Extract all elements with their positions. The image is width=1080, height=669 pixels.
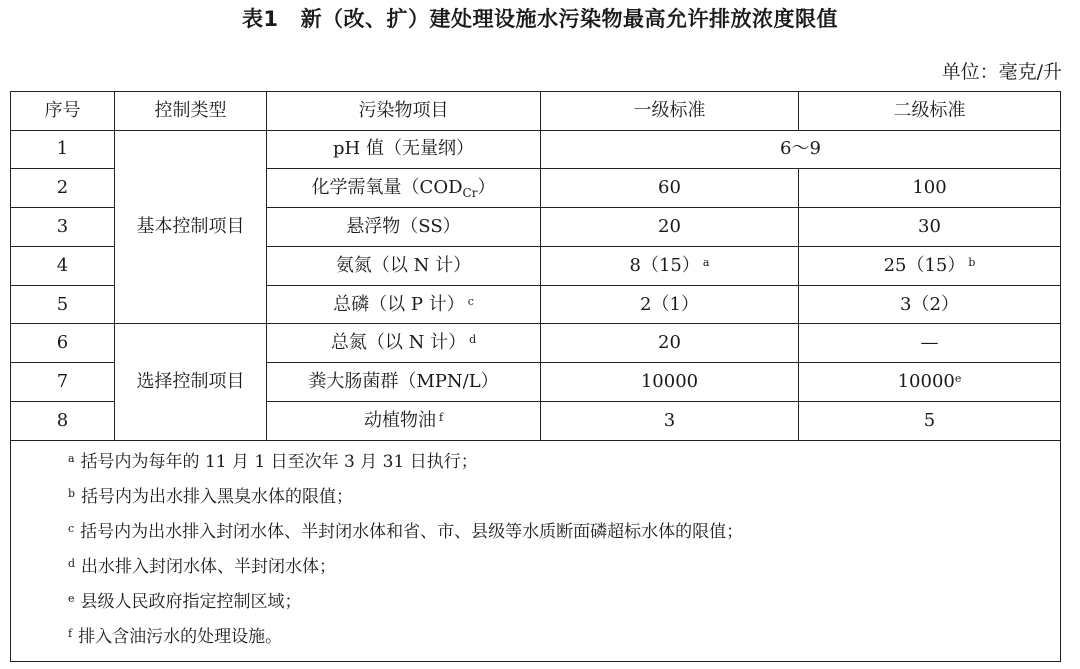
notes-row xyxy=(11,440,1061,661)
item-text: 动植物油 xyxy=(363,409,436,431)
item-subscript: Cr xyxy=(462,185,478,200)
footnote-b xyxy=(11,480,1060,515)
group-basic: 基本控制项目 xyxy=(115,130,267,324)
footnote-mark: f xyxy=(68,626,73,640)
row-number: 8 xyxy=(11,402,115,441)
footnote-text: 括号内为每年的 11 月 1 日至次年 3 月 31 日执行； xyxy=(80,451,478,472)
group-optional: 选择控制项目 xyxy=(115,324,267,440)
first-standard-value: 2（1） xyxy=(541,285,799,324)
footnote-mark: b xyxy=(68,486,76,500)
footnote-mark: d xyxy=(469,333,477,347)
first-standard-value: 20 xyxy=(541,324,799,363)
row-number: 2 xyxy=(11,169,115,208)
footnote-mark: c xyxy=(467,294,474,308)
footnote-mark: c xyxy=(68,521,75,535)
footnote-c xyxy=(11,515,1060,550)
table-number: 表1 xyxy=(241,7,279,31)
footnote-text: 出水排入封闭水体、半封闭水体； xyxy=(81,556,337,577)
row-number: 7 xyxy=(11,363,115,402)
footnote-mark: d xyxy=(68,556,76,570)
pollutant-item xyxy=(267,402,541,441)
table-row xyxy=(11,130,1061,169)
footnote-text: 括号内为出水排入黑臭水体的限值； xyxy=(81,486,354,507)
row-number: 1 xyxy=(11,130,115,169)
table-title xyxy=(0,4,1080,34)
footnote-mark: a xyxy=(68,451,75,465)
item-text: 总磷（以 P 计） xyxy=(333,293,465,315)
item-text: 总氮（以 N 计） xyxy=(330,332,467,354)
header-row xyxy=(11,92,1061,131)
first-standard-value: 3 xyxy=(541,402,799,441)
table-title-text: 新（改、扩）建处理设施水污染物最高允许排放浓度限值 xyxy=(300,7,839,31)
footnote-mark: e xyxy=(68,591,75,605)
pollutant-item xyxy=(267,169,541,208)
second-standard-value: 100 xyxy=(799,169,1061,208)
second-standard-value xyxy=(799,363,1061,402)
footnote-e xyxy=(11,585,1060,620)
second-standard-value: 30 xyxy=(799,208,1061,247)
header-cell-type: 控制类型 xyxy=(115,92,267,131)
first-standard-value: 10000 xyxy=(541,363,799,402)
footnote-mark: b xyxy=(968,255,976,269)
first-standard-value: 60 xyxy=(541,169,799,208)
second-standard-value: 3（2） xyxy=(799,285,1061,324)
item-text: 化学需氧量（COD xyxy=(311,176,463,198)
footnote-text: 排入含油污水的处理设施。 xyxy=(78,626,283,647)
pollutant-item xyxy=(267,324,541,363)
pollutant-item: 氨氮（以 N 计） xyxy=(267,246,541,285)
row-number: 4 xyxy=(11,246,115,285)
pollutant-item: 悬浮物（SS） xyxy=(267,208,541,247)
row-number: 6 xyxy=(11,324,115,363)
row-number: 5 xyxy=(11,285,115,324)
footnote-mark: e xyxy=(954,372,962,386)
unit-label: 单位：毫克/升 xyxy=(941,61,1062,83)
footnote-mark: f xyxy=(438,410,444,424)
first-standard-value xyxy=(541,246,799,285)
merged-standard-value: 6～9 xyxy=(541,130,1061,169)
footnotes-cell xyxy=(11,440,1061,661)
footnote-a xyxy=(11,445,1060,480)
pollutant-item xyxy=(267,285,541,324)
value-text: 8（15） xyxy=(629,254,700,276)
footnote-text: 括号内为出水排入封闭水体、半封闭水体和省、市、县级等水质断面磷超标水体的限值； xyxy=(80,521,744,542)
header-cell-first: 一级标准 xyxy=(541,92,799,131)
header-cell-second: 二级标准 xyxy=(799,92,1061,131)
second-standard-value: 5 xyxy=(799,402,1061,441)
footnote-text: 县级人民政府指定控制区域； xyxy=(80,591,302,612)
item-tail: ） xyxy=(477,176,496,198)
header-cell-item: 污染物项目 xyxy=(267,92,541,131)
pollutant-item: 粪大肠菌群（MPN/L） xyxy=(267,363,541,402)
header-cell-no: 序号 xyxy=(11,92,115,131)
footnote-f xyxy=(11,620,1060,655)
pollutant-item: pH 值（无量纲） xyxy=(267,130,541,169)
emission-limits-table xyxy=(10,91,1061,662)
value-text: 10000 xyxy=(897,371,955,393)
footnote-d xyxy=(11,550,1060,585)
first-standard-value: 20 xyxy=(541,208,799,247)
table-row xyxy=(11,324,1061,363)
second-standard-value: — xyxy=(799,324,1061,363)
row-number: 3 xyxy=(11,208,115,247)
second-standard-value xyxy=(799,246,1061,285)
footnote-mark: a xyxy=(702,255,710,269)
value-text: 25（15） xyxy=(883,254,966,276)
